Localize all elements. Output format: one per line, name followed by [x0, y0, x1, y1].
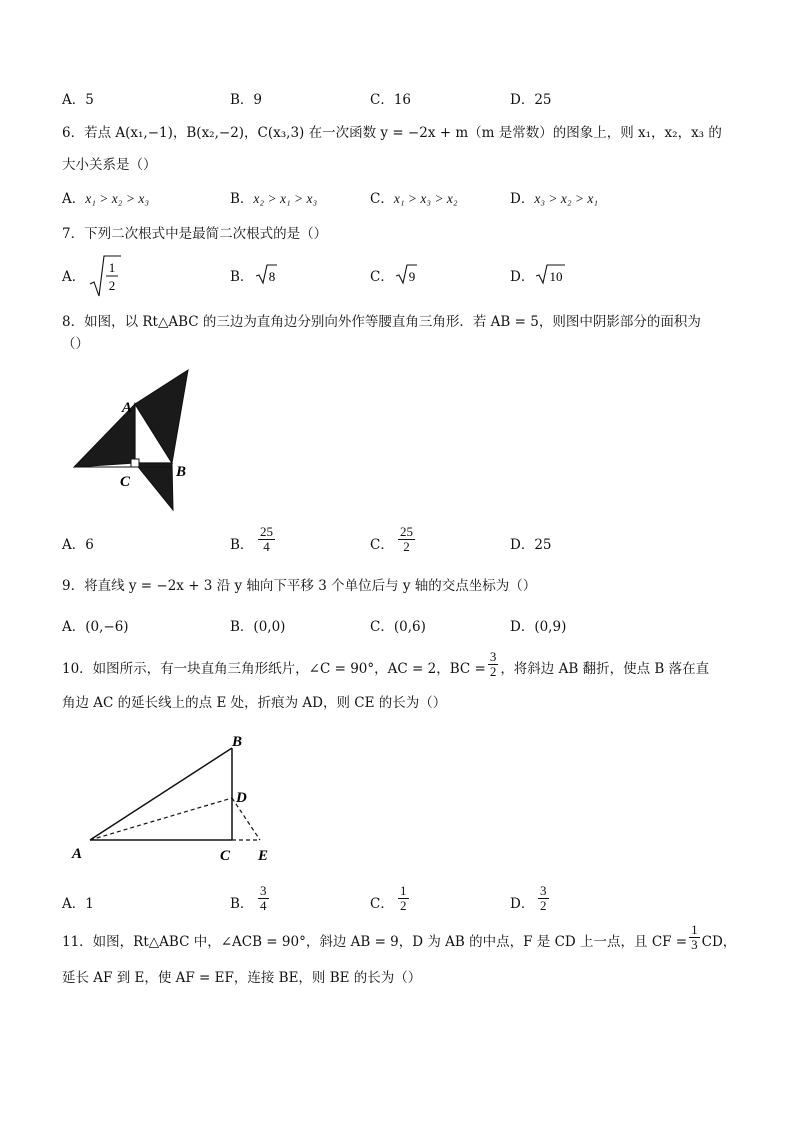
q8-shaded-bottom — [135, 463, 173, 510]
q10-line-ab — [90, 748, 232, 840]
q8-option-d: D．25 — [510, 537, 552, 553]
q7-option-c-value: 9 — [408, 269, 416, 284]
q5-option-d: D．25 — [510, 92, 552, 108]
q7-option-b-radical — [254, 262, 278, 286]
q6-stem-line1: 6．若点 A(x₁,−1)，B(x₂,−2)，C(x₃,3) 在一次函数 y = −2x + m（m 是常数）的图象上，则 x₁，x₂，x₃ 的 — [62, 125, 722, 141]
q8-stem-line1: 8．如图，以 Rt△ABC 的三边为直角边分别向外作等腰直角三角形．若 AB = 5，则图中阴影部分的面积为 — [62, 314, 701, 330]
q9-option-c: C．(0,6) — [370, 619, 426, 635]
q10-stem-line2: 角边 AC 的延长线上的点 E 处，折痕为 AD，则 CE 的长为（） — [62, 695, 447, 711]
q11-stem-line2: 延长 AF 到 E，使 AF = EF，连接 BE，则 BE 的长为（） — [62, 970, 422, 986]
q7-option-c-radical — [394, 262, 418, 286]
q8-option-b-frac: $\frac{25}{4}$ — [260, 524, 273, 554]
q9-stem: 9．将直线 y = −2x + 3 沿 y 轴向下平移 3 个单位后与 y 轴的交点坐标为（） — [62, 578, 537, 594]
q6-option-c: C．x₁ > x₃ > x₂ — [370, 191, 458, 207]
q10-figure — [64, 730, 294, 870]
q7-option-d-letter: D． — [510, 269, 535, 285]
q10-option-c-letter: C． — [370, 896, 394, 912]
q7-option-a-den: 2 — [108, 278, 116, 293]
q10-option-c-frac: $\frac{1}{2}$ — [400, 883, 407, 913]
q8-label-b: B — [176, 464, 187, 480]
q6-option-d: D．x₃ > x₂ > x₁ — [510, 191, 599, 207]
q5-option-c: C．16 — [370, 92, 412, 108]
q10-label-b: B — [232, 734, 243, 750]
q10-option-d-frac: $\frac{3}{2}$ — [540, 883, 547, 913]
q6-stem-line2: 大小关系是（） — [62, 157, 157, 173]
q11-stem-line1: 11．如图，Rt△ABC 中，∠ACB = 90°，斜边 AB = 9，D 为 AB 的中点，F 是 CD 上一点，且 CF = $\frac{1}{3}$ CD， — [62, 922, 737, 952]
q6-option-a: A．x₁ > x₂ > x₃ — [62, 191, 150, 207]
q7-option-a-num: 1 — [108, 260, 116, 275]
q7-stem: 7．下列二次根式中是最简二次根式的是（） — [62, 226, 328, 242]
q10-option-d-letter: D． — [510, 896, 535, 912]
q7-option-b-letter: B． — [230, 269, 254, 285]
q8-right-angle-mark — [131, 459, 139, 467]
q8-label-a: A — [122, 400, 133, 416]
q5-option-a: A．5 — [62, 92, 94, 108]
q8-figure — [60, 360, 220, 520]
q7-option-c-letter: C． — [370, 269, 394, 285]
q10-stem-line1: 10．如图所示，有一块直角三角形纸片，∠C = 90°，AC = 2，BC = $\frac{3}{2}$ ，将斜边 AB 翻折，使点 B 落在直 — [62, 649, 710, 679]
q10-label-c: C — [220, 848, 231, 864]
q10-option-a: A．1 — [62, 896, 94, 912]
q7-option-b-value: 8 — [268, 269, 276, 284]
q10-option-b-letter: B． — [230, 896, 254, 912]
q10-label-e: E — [258, 848, 269, 864]
q7-option-a-radical — [88, 254, 122, 300]
q8-option-a: A．6 — [62, 537, 94, 553]
q10-fold-ad — [90, 798, 232, 840]
q9-option-a: A．(0,−6) — [62, 619, 129, 635]
q8-option-c-frac: $\frac{25}{2}$ — [400, 524, 413, 554]
q8-stem-line2: （） — [62, 336, 89, 352]
q10-label-d: D — [236, 790, 247, 806]
q7-option-d-value: 10 — [549, 269, 563, 284]
q7-option-a-letter: A． — [62, 269, 86, 285]
q10-label-a: A — [72, 846, 83, 862]
q6-option-b: B．x₂ > x₁ > x₃ — [230, 191, 318, 207]
q9-option-d: D．(0,9) — [510, 619, 567, 635]
q9-option-b: B．(0,0) — [230, 619, 286, 635]
q8-option-c-letter: C． — [370, 537, 394, 553]
q8-label-c: C — [120, 474, 131, 490]
q10-option-b-frac: $\frac{3}{4}$ — [260, 883, 267, 913]
q7-option-d-radical — [534, 262, 568, 286]
q8-option-b-letter: B． — [230, 537, 254, 553]
q5-option-b: B．9 — [230, 92, 263, 108]
